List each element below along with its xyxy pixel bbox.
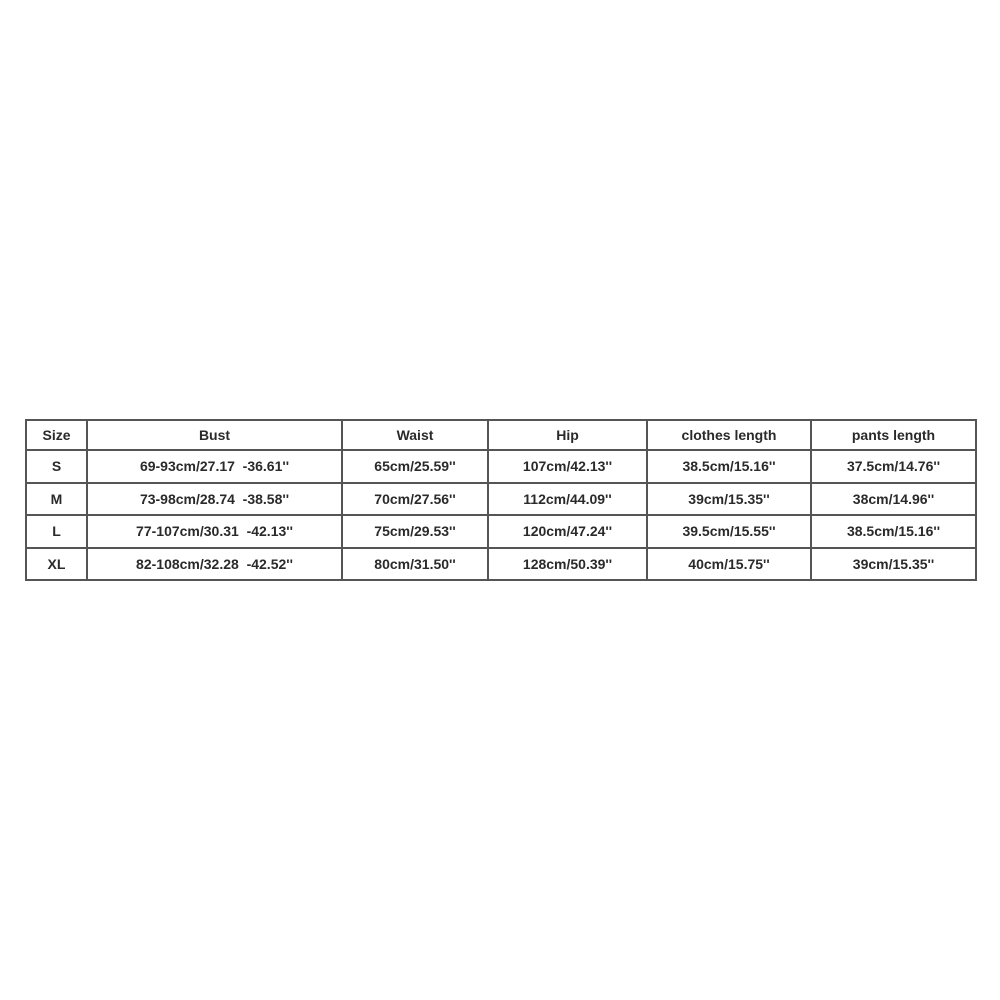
header-waist: Waist [342, 420, 488, 450]
header-size: Size [26, 420, 87, 450]
pants-length-cell: 38.5cm/15.16'' [811, 515, 976, 548]
clothes-length-cell: 38.5cm/15.16'' [647, 450, 811, 483]
pants-length-cell: 37.5cm/14.76'' [811, 450, 976, 483]
bust-cell: 82-108cm/32.28 -42.52'' [87, 548, 342, 581]
header-clothes-length: clothes length [647, 420, 811, 450]
clothes-length-cell: 39cm/15.35'' [647, 483, 811, 516]
bust-cell: 73-98cm/28.74 -38.58'' [87, 483, 342, 516]
hip-cell: 120cm/47.24'' [488, 515, 647, 548]
bust-cell: 77-107cm/30.31 -42.13'' [87, 515, 342, 548]
waist-cell: 80cm/31.50'' [342, 548, 488, 581]
size-cell: L [26, 515, 87, 548]
size-chart-table [25, 419, 977, 581]
table-row [26, 450, 976, 483]
size-cell: XL [26, 548, 87, 581]
bust-cell: 69-93cm/27.17 -36.61'' [87, 450, 342, 483]
table-row [26, 548, 976, 581]
header-row [26, 420, 976, 450]
waist-cell: 65cm/25.59'' [342, 450, 488, 483]
size-cell: M [26, 483, 87, 516]
clothes-length-cell: 40cm/15.75'' [647, 548, 811, 581]
clothes-length-cell: 39.5cm/15.55'' [647, 515, 811, 548]
header-bust: Bust [87, 420, 342, 450]
size-cell: S [26, 450, 87, 483]
pants-length-cell: 39cm/15.35'' [811, 548, 976, 581]
waist-cell: 70cm/27.56'' [342, 483, 488, 516]
table-row [26, 515, 976, 548]
waist-cell: 75cm/29.53'' [342, 515, 488, 548]
hip-cell: 107cm/42.13'' [488, 450, 647, 483]
hip-cell: 128cm/50.39'' [488, 548, 647, 581]
hip-cell: 112cm/44.09'' [488, 483, 647, 516]
pants-length-cell: 38cm/14.96'' [811, 483, 976, 516]
header-pants-length: pants length [811, 420, 976, 450]
header-hip: Hip [488, 420, 647, 450]
table-row [26, 483, 976, 516]
